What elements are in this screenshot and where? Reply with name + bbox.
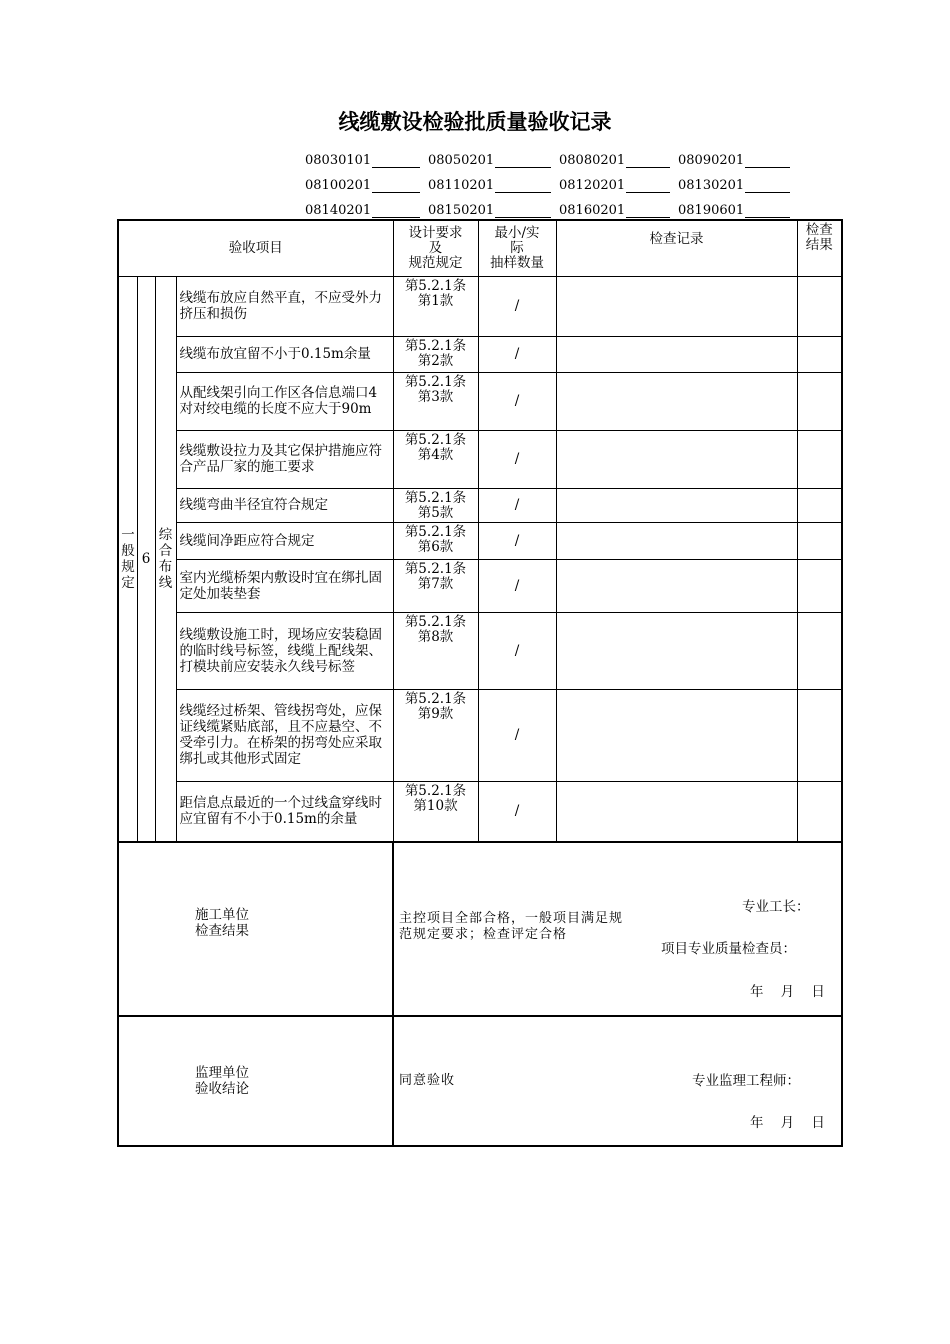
spec-reference: 第5.2.1条 第6款 <box>393 522 478 559</box>
check-record-cell[interactable] <box>556 689 797 781</box>
check-record-cell[interactable] <box>556 488 797 522</box>
sample-count: / <box>478 336 556 372</box>
item-description: 从配线架引向工作区各信息端口4对对绞电缆的长度不应大于90m <box>176 372 393 430</box>
check-result-cell[interactable] <box>797 372 842 430</box>
table-row <box>118 781 842 842</box>
code-blank[interactable] <box>495 176 551 193</box>
supervision-conclusion: 同意验收 <box>399 1073 456 1088</box>
sample-count: / <box>478 276 556 336</box>
check-result-cell[interactable] <box>797 276 842 336</box>
code-blank[interactable] <box>745 201 790 218</box>
code-blank[interactable] <box>372 151 420 168</box>
code-field <box>678 193 798 218</box>
sample-count: / <box>478 522 556 559</box>
item-description: 线缆敷设拉力及其它保护措施应符合产品厂家的施工要求 <box>176 430 393 488</box>
code-number: 08110201 <box>428 178 495 193</box>
construction-conclusion: 主控项目全部合格，一般项目满足规范规定要求；检查评定合格 <box>399 911 624 942</box>
sample-count: / <box>478 372 556 430</box>
table-row <box>118 689 842 781</box>
check-result-cell[interactable] <box>797 559 842 612</box>
code-blank[interactable] <box>626 201 670 218</box>
check-record-cell[interactable] <box>556 612 797 689</box>
check-record-cell[interactable] <box>556 781 797 842</box>
code-number: 08160201 <box>559 203 626 218</box>
code-number: 08190601 <box>678 203 745 218</box>
table-row <box>118 430 842 488</box>
check-result-cell[interactable] <box>797 781 842 842</box>
code-field <box>678 143 798 168</box>
code-number: 08130201 <box>678 178 745 193</box>
spec-reference: 第5.2.1条 第3款 <box>393 372 478 430</box>
code-field <box>305 193 428 218</box>
code-field <box>305 143 428 168</box>
check-record-cell[interactable] <box>556 522 797 559</box>
table-row <box>118 488 842 522</box>
code-number: 08030101 <box>305 153 372 168</box>
spec-reference: 第5.2.1条 第9款 <box>393 689 478 781</box>
item-description: 室内光缆桥架内敷设时宜在绑扎固定处加装垫套 <box>176 559 393 612</box>
item-description: 线缆经过桥架、管线拐弯处，应保证线缆紧贴底部，且不应悬空、不受牵引力。在桥架的拐弯处应采取绑扎或其他形式固定 <box>176 689 393 781</box>
item-description: 线缆弯曲半径宜符合规定 <box>176 488 393 522</box>
header-count: 最小/实 际 抽样数量 <box>478 220 556 276</box>
sample-count: / <box>478 612 556 689</box>
code-number: 08150201 <box>428 203 495 218</box>
foreman-label: 专业工长： <box>742 899 810 915</box>
check-record-cell[interactable] <box>556 559 797 612</box>
code-blank[interactable] <box>372 176 420 193</box>
header-result: 检查 结果 <box>797 220 842 276</box>
code-number: 08140201 <box>305 203 372 218</box>
code-blank[interactable] <box>745 176 790 193</box>
supervising-engineer-label: 专业监理工程师： <box>692 1073 800 1089</box>
code-row <box>305 168 805 193</box>
header-record: 检查记录 <box>556 220 797 276</box>
quality-inspector-label: 项目专业质量检查员： <box>661 941 796 957</box>
supervision-content[interactable] <box>393 1016 842 1146</box>
code-field <box>428 193 559 218</box>
supervision-section <box>118 1016 842 1146</box>
code-field <box>559 193 678 218</box>
check-record-cell[interactable] <box>556 430 797 488</box>
check-result-cell[interactable] <box>797 430 842 488</box>
table-header-row <box>118 220 842 276</box>
code-blank[interactable] <box>372 201 420 218</box>
code-field <box>428 168 559 193</box>
spec-reference: 第5.2.1条 第1款 <box>393 276 478 336</box>
category-cell: 一般规定 <box>118 276 137 842</box>
spec-reference: 第5.2.1条 第8款 <box>393 612 478 689</box>
sample-count: / <box>478 559 556 612</box>
check-result-cell[interactable] <box>797 689 842 781</box>
check-record-cell[interactable] <box>556 372 797 430</box>
sample-count: / <box>478 488 556 522</box>
item-number-cell: 6 <box>137 276 155 842</box>
code-number: 08050201 <box>428 153 495 168</box>
code-field <box>559 168 678 193</box>
check-record-cell[interactable] <box>556 276 797 336</box>
table-row <box>118 559 842 612</box>
spec-reference: 第5.2.1条 第4款 <box>393 430 478 488</box>
spec-reference: 第5.2.1条 第5款 <box>393 488 478 522</box>
check-result-cell[interactable] <box>797 612 842 689</box>
code-blank[interactable] <box>626 151 670 168</box>
supervision-date: 年 月 日 <box>750 1115 825 1131</box>
code-blank[interactable] <box>495 151 551 168</box>
inspection-table <box>117 219 843 1147</box>
item-description: 线缆布放应自然平直，不应受外力挤压和损伤 <box>176 276 393 336</box>
table-row <box>118 276 842 336</box>
construction-section <box>118 842 842 1016</box>
spec-reference: 第5.2.1条 第2款 <box>393 336 478 372</box>
header-spec: 设计要求 及 规范规定 <box>393 220 478 276</box>
code-number: 08090201 <box>678 153 745 168</box>
table-row <box>118 336 842 372</box>
spec-reference: 第5.2.1条 第7款 <box>393 559 478 612</box>
code-blank[interactable] <box>745 151 790 168</box>
code-row <box>305 143 805 168</box>
code-number: 08100201 <box>305 178 372 193</box>
sample-count: / <box>478 430 556 488</box>
supervision-label: 监理单位 验收结论 <box>118 1016 393 1146</box>
page-title: 线缆敷设检验批质量验收记录 <box>338 110 612 134</box>
check-result-cell[interactable] <box>797 522 842 559</box>
code-field <box>305 168 428 193</box>
code-blank[interactable] <box>626 176 670 193</box>
inspection-lot-codes <box>305 143 805 218</box>
table-row <box>118 372 842 430</box>
construction-date: 年 月 日 <box>750 984 825 1000</box>
code-field <box>428 143 559 168</box>
construction-label: 施工单位 检查结果 <box>118 842 393 1016</box>
construction-content[interactable] <box>393 842 842 1016</box>
header-item: 验收项目 <box>118 220 393 276</box>
table-row <box>118 612 842 689</box>
code-field <box>678 168 798 193</box>
sample-count: / <box>478 689 556 781</box>
item-description: 线缆布放宜留不小于0.15m余量 <box>176 336 393 372</box>
check-result-cell[interactable] <box>797 336 842 372</box>
item-description: 线缆敷设施工时，现场应安装稳固的临时线号标签，线缆上配线架、打模块前应安装永久线号标签 <box>176 612 393 689</box>
item-description: 线缆间净距应符合规定 <box>176 522 393 559</box>
code-row <box>305 193 805 218</box>
table-row <box>118 522 842 559</box>
spec-reference: 第5.2.1条 第10款 <box>393 781 478 842</box>
code-number: 08080201 <box>559 153 626 168</box>
subcategory-cell: 综合布线 <box>155 276 176 842</box>
code-field <box>559 143 678 168</box>
check-result-cell[interactable] <box>797 488 842 522</box>
code-blank[interactable] <box>495 201 551 218</box>
check-record-cell[interactable] <box>556 336 797 372</box>
item-description: 距信息点最近的一个过线盒穿线时应宜留有不小于0.15m的余量 <box>176 781 393 842</box>
sample-count: / <box>478 781 556 842</box>
code-number: 08120201 <box>559 178 626 193</box>
